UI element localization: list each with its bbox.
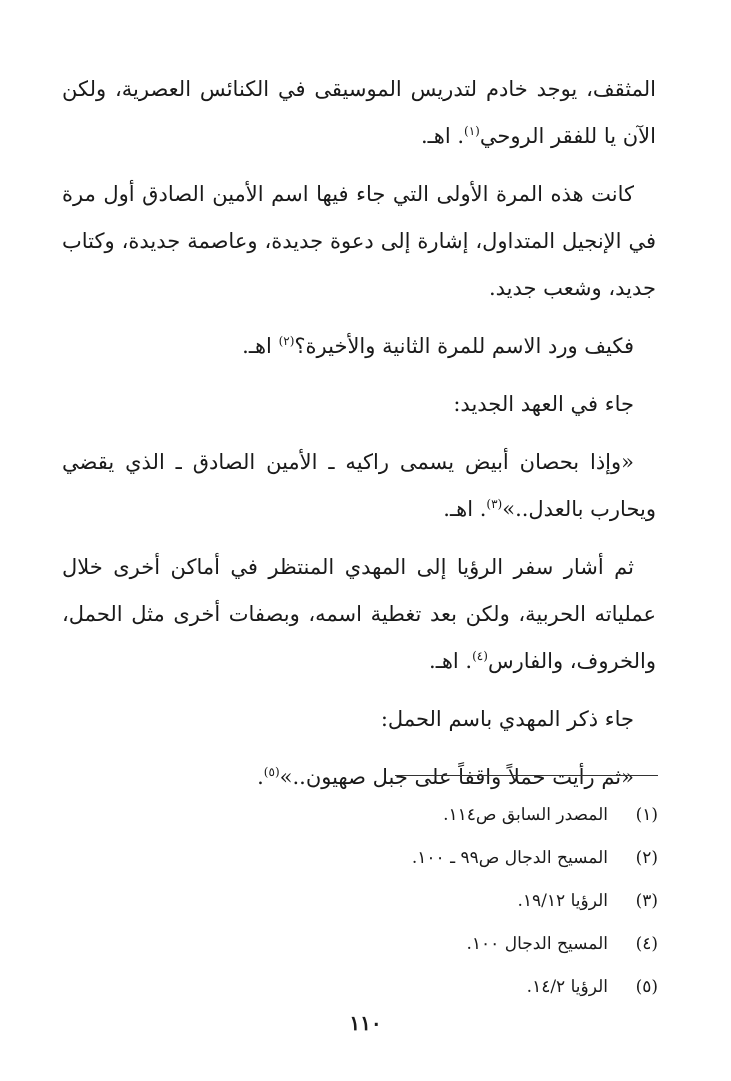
footnote-number: (٥) — [635, 977, 658, 997]
footnote-number: (٤) — [635, 934, 658, 954]
main-text — [62, 66, 656, 812]
paragraph-4-text: جاء في العهد الجديد: — [453, 392, 634, 416]
paragraph-4 — [62, 381, 656, 428]
paragraph-6-text: ثم أشار سفر الرؤيا إلى المهدي المنتظر في أماكن أخرى خلال عملياته الحربية، ولكن بعد تغطية اسمه، وبصفات أخرى مثل الحمل، والخروف، والفارس — [62, 555, 656, 673]
paragraph-8-text: «ثم رأيت حملاً واقفاً على جبل صهيون..» — [279, 765, 634, 789]
paragraph-1-end: . اهـ. — [420, 124, 465, 148]
paragraph-6-end: . اهـ. — [429, 649, 473, 673]
footnote-text: المصدر السابق ص١١٤. — [443, 805, 608, 825]
footnote-ref-5: (٥) — [263, 765, 280, 779]
paragraph-5-text: «وإذا بحصان أبيض يسمى راكيه ـ الأمين الصادق ـ الذي يقضي ويحارب بالعدل..» — [62, 450, 656, 521]
paragraph-5-end: . اهـ. — [443, 497, 487, 521]
paragraph-5 — [62, 439, 656, 533]
paragraph-1 — [62, 66, 656, 160]
footnotes-list — [278, 794, 658, 1009]
footnote-text: الرؤيا ١٤/٢. — [526, 977, 608, 997]
paragraph-3 — [62, 323, 656, 370]
footnote-text: المسيح الدجال ص٩٩ ـ ١٠٠. — [411, 848, 608, 868]
paragraph-3-end: اهـ. — [242, 334, 279, 358]
paragraph-2 — [62, 171, 656, 312]
footnote-4 — [278, 923, 658, 966]
footnote-separator — [395, 775, 658, 776]
footnote-text: الرؤيا ١٩/١٢. — [517, 891, 608, 911]
footnote-ref-1: (١) — [464, 124, 480, 138]
footnote-number: (٣) — [635, 891, 658, 911]
paragraph-1-text: المثقف، يوجد خادم لتدريس الموسيقى في الكنائس العصرية، ولكن الآن يا للفقر الروحي — [62, 77, 656, 148]
paragraph-2-text: كانت هذه المرة الأولى التي جاء فيها اسم الأمين الصادق أول مرة في الإنجيل المتداول، إشارة إلى دعوة جديدة، وعاصمة جديدة، وكتاب جديد، وشعب جديد. — [62, 182, 656, 300]
footnote-5 — [278, 966, 658, 1009]
footnote-ref-2: (٢) — [278, 334, 295, 348]
page-number: ١١٠ — [349, 1011, 382, 1035]
footnote-2 — [278, 837, 658, 880]
footnote-number: (٢) — [635, 848, 658, 868]
footnote-number: (١) — [635, 805, 658, 825]
footnote-ref-4: (٤) — [472, 649, 488, 663]
paragraph-7-text: جاء ذكر المهدي باسم الحمل: — [380, 707, 634, 731]
paragraph-3-text: فكيف ورد الاسم للمرة الثانية والأخيرة؟ — [294, 334, 634, 358]
paragraph-6 — [62, 544, 656, 685]
paragraph-8-end: . — [257, 765, 264, 789]
footnote-3 — [278, 880, 658, 923]
footnote-ref-3: (٣) — [486, 497, 503, 511]
footnote-1 — [278, 794, 658, 837]
paragraph-7 — [62, 696, 656, 743]
footnote-text: المسيح الدجال ١٠٠. — [466, 934, 608, 954]
